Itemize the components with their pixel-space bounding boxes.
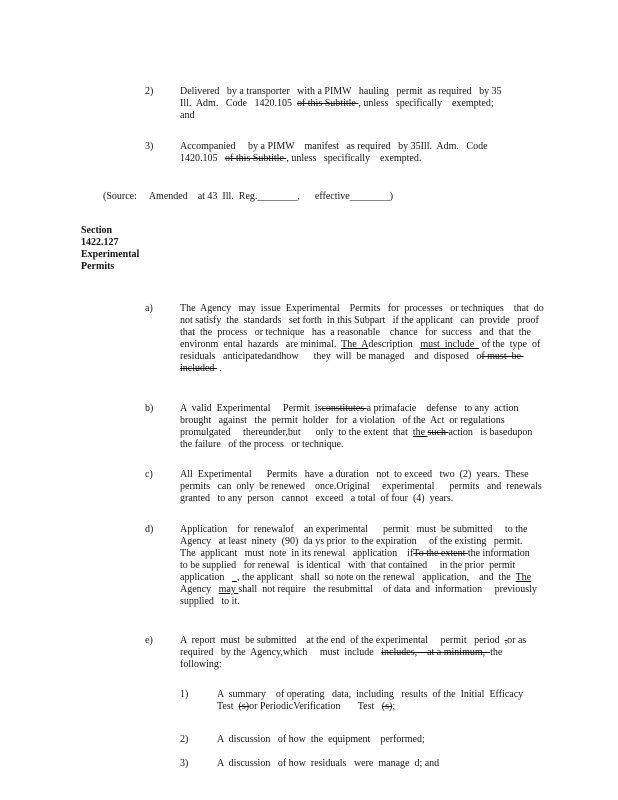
item-text: Accompanied by a PIMW manifest as required by 35Ill. Adm. Code 1420.105 of this Subtitle , unless specifically exempted. (180, 141, 488, 164)
item-number: 2) (145, 86, 154, 97)
list-item-2 (145, 86, 618, 122)
subitem-number: 1) (180, 689, 189, 700)
subitem-3 (180, 758, 618, 770)
section-title-permits: Permits (81, 261, 115, 272)
subitem-2 (180, 734, 618, 746)
paragraph-a (145, 303, 618, 375)
paragraph-letter: e) (145, 635, 153, 646)
item-text: Delivered by a transporter with a PIMW hauling permit as required by 35 Ill. Adm. Code 1420.105 of this Subtitle , unless specifically exempted; and (180, 86, 502, 121)
paragraph-text: The Agency may issue Experimental Permits for processes or techniques that do not satisfy the standards set forth in this Subpart if the applicant can provide proof that the process or technique has a reasonable chance for success and that the environm ental hazards are minimal. The Adescription must include of the type of residuals anticipatedandhow they will be managed and disposed of must be included . (180, 303, 544, 374)
paragraph-text: A report must be submitted at the end of the experimental permit period ,or as required by the Agency,which must include includes, at a minimum, the following: (180, 635, 527, 670)
subitem-1 (180, 689, 618, 713)
subitem-number: 2) (180, 734, 189, 745)
paragraph-d (145, 524, 618, 608)
paragraph-text: All Experimental Permits have a duration not to exceed two (2) years. These permits can only be renewed once.Original experimental permits and renewals granted to any person cannot exceed a total of four (4) years. (180, 469, 542, 504)
paragraph-letter: a) (145, 303, 153, 314)
paragraph-letter: d) (145, 524, 154, 535)
paragraph-e (145, 635, 618, 671)
list-item-3 (145, 141, 618, 165)
section-heading (71, 213, 618, 285)
section-label: Section (81, 225, 113, 236)
paragraph-letter: c) (145, 469, 153, 480)
paragraph-text: A valid Experimental Permit isconstitutes a primafacie defense to any action brought against the permit holder for a violation of the Act or regulations promulgated thereunder,but only to the extent that the such action is basedupon the failure of the process or technique. (180, 403, 533, 450)
source-line: (Source: Amended at 43 Ill. Reg.________, effective________) (103, 191, 394, 202)
subitem-text: A discussion of how the equipment performed; (217, 734, 425, 745)
subitem-text: A summary of operating data, including results of the Initial Efficacy Test (s)or PeriodicVerification Test (s); (217, 689, 524, 712)
subitem-number: 3) (180, 758, 189, 769)
item-number: 3) (145, 141, 154, 152)
section-title-experimental: Experimental (81, 249, 140, 260)
subitem-text: A discussion of how residuals were manage d; and (217, 758, 440, 769)
paragraph-c (145, 469, 618, 505)
paragraph-letter: b) (145, 403, 154, 414)
section-number: 1422.127 (81, 237, 119, 248)
paragraph-text: Application for renewalof an experimental permit must be submitted to the Agency at least ninety (90) da ys prior to the expiration of the existing permit. The applicant must note in its renewal application ifTo the extent the information to be supplied for renewal is identical with that contained in the prior permit application , the applicant shall so note on the renewal application, and the The Agency may shall not require the resubmittal of data and information previously supplied to it. (180, 524, 537, 607)
paragraph-b (145, 403, 618, 451)
